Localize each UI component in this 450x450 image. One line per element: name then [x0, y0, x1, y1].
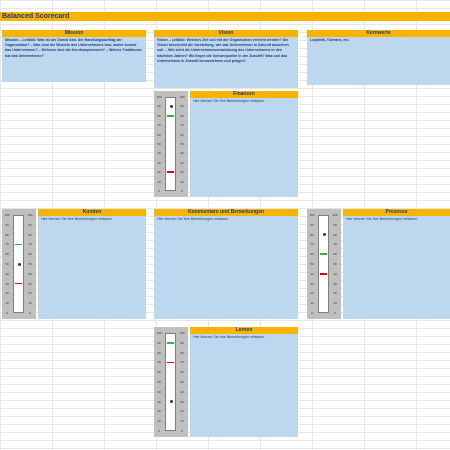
lernen-value-dot [170, 400, 173, 403]
kunden-scale-label: 80 [28, 232, 32, 237]
finanzen-title: Finanzen [190, 91, 298, 98]
finanzen-scale-label: 40 [180, 151, 184, 156]
finanzen-scale-label: 40 [157, 151, 161, 156]
prozesse-scale-label: 50 [333, 262, 337, 266]
lernen-title: Lernen [190, 327, 298, 334]
kunden-scale-label: 20 [28, 291, 32, 296]
finanzen-scale-label: 100 [156, 95, 162, 99]
kunden-scale-label: 50 [28, 262, 32, 266]
mission-title: Mission [2, 30, 146, 37]
lernen-scale-label: 100 [156, 331, 162, 335]
kunden-gauge [2, 209, 36, 319]
prozesse-gauge [307, 209, 341, 319]
vision-title: Vision [154, 30, 298, 37]
kommentare-text: Hier können Sie Ihre Bemerkungen erfassen. [157, 217, 229, 221]
finanzen-red-marker [167, 171, 174, 173]
kernwerte-card [307, 30, 450, 85]
prozesse-scale-label: 70 [310, 242, 314, 247]
finanzen-scale-label: 0 [181, 189, 183, 193]
prozesse-green-marker [320, 253, 327, 255]
finanzen-scale-label: 0 [158, 189, 160, 193]
kunden-scale-label: 70 [28, 242, 32, 247]
lernen-scale-label: 30 [157, 399, 161, 404]
finanzen-scale-label: 20 [180, 170, 184, 175]
prozesse-scale-label: 30 [333, 281, 337, 286]
kunden-scale-label: 80 [5, 232, 9, 237]
prozesse-scale-label: 40 [333, 271, 337, 276]
kunden-scale-label: 60 [28, 252, 32, 257]
finanzen-scale-label: 100 [179, 95, 185, 99]
finanzen-text: Hier können Sie Ihre Bemerkungen erfassen. [193, 99, 265, 103]
prozesse-scale-label: 30 [310, 281, 314, 286]
prozesse-text: Hier können Sie Ihre Bemerkungen erfassen. [346, 217, 418, 221]
finanzen-value-dot [170, 105, 173, 108]
lernen-text: Hier können Sie Ihre Bemerkungen erfassen. [193, 335, 265, 339]
prozesse-scale-label: 40 [310, 271, 314, 276]
kunden-red-marker [15, 283, 22, 285]
finanzen-card [190, 91, 298, 197]
prozesse-gauge-tube [318, 215, 329, 313]
vision-text: Vision – Leitbild: Welches Ziel soll mit der Organisation erreicht werden? Die Vision beschreibt die Vorstellung, wie das Unternehmen in Zukunft aussehen soll. – Wie sieht die Unternehmensentwicklung des Unternehmens in den nächsten Jahren? Wo liegen die Schwerpunkte in der Zukunft? Was soll das Unternehmen in Zukunft kennzeichnen und prägen? [157, 38, 289, 63]
finanzen-scale-label: 60 [157, 132, 161, 137]
prozesse-scale-label: 80 [333, 232, 337, 237]
prozesse-value-dot [323, 233, 326, 236]
prozesse-scale-label: 80 [310, 232, 314, 237]
finanzen-scale-label: 10 [157, 179, 161, 184]
kunden-scale-label: 0 [6, 311, 8, 315]
prozesse-scale-label: 10 [333, 301, 337, 306]
lernen-scale-label: 90 [157, 340, 161, 345]
kunden-scale-label: 100 [4, 213, 10, 217]
prozesse-scale-label: 20 [333, 291, 337, 296]
lernen-red-marker [167, 362, 174, 364]
prozesse-scale-label: 20 [310, 291, 314, 296]
finanzen-scale-label: 80 [157, 113, 161, 118]
prozesse-red-marker [320, 273, 327, 275]
page-title: Balanced Scorecard [0, 12, 450, 21]
lernen-scale-label: 50 [180, 380, 184, 384]
lernen-scale-label: 40 [180, 389, 184, 394]
prozesse-scale-label: 100 [332, 213, 338, 217]
finanzen-scale-label: 30 [180, 160, 184, 165]
prozesse-scale-label: 50 [310, 262, 314, 266]
lernen-scale-label: 80 [157, 350, 161, 355]
kunden-card [38, 209, 146, 319]
kunden-scale-label: 20 [5, 291, 9, 296]
lernen-scale-label: 80 [180, 350, 184, 355]
mission-card [2, 30, 146, 82]
prozesse-scale-label: 60 [310, 252, 314, 257]
lernen-scale-label: 90 [180, 340, 184, 345]
lernen-gauge-tube [165, 333, 176, 431]
kunden-scale-label: 90 [28, 222, 32, 227]
lernen-scale-label: 60 [157, 370, 161, 375]
kunden-scale-label: 50 [5, 262, 9, 266]
lernen-scale-label: 0 [181, 429, 183, 433]
lernen-scale-label: 0 [158, 429, 160, 433]
prozesse-scale-label: 100 [309, 213, 315, 217]
kommentare-card [154, 209, 298, 319]
finanzen-scale-label: 90 [157, 104, 161, 109]
lernen-scale-label: 10 [157, 419, 161, 424]
kunden-scale-label: 30 [5, 281, 9, 286]
kernwerte-text: Loyalität, Toleranz, etc. [310, 38, 350, 42]
kunden-scale-label: 100 [27, 213, 33, 217]
prozesse-scale-label: 0 [334, 311, 336, 315]
lernen-scale-label: 30 [180, 399, 184, 404]
finanzen-scale-label: 30 [157, 160, 161, 165]
prozesse-title: Prozesse [343, 209, 450, 216]
finanzen-scale-label: 60 [180, 132, 184, 137]
lernen-scale-label: 10 [180, 419, 184, 424]
lernen-scale-label: 50 [157, 380, 161, 384]
lernen-scale-label: 40 [157, 389, 161, 394]
prozesse-scale-label: 10 [310, 301, 314, 306]
finanzen-scale-label: 50 [180, 142, 184, 146]
kunden-scale-label: 40 [28, 271, 32, 276]
kunden-scale-label: 40 [5, 271, 9, 276]
prozesse-scale-label: 0 [311, 311, 313, 315]
lernen-scale-label: 60 [180, 370, 184, 375]
finanzen-scale-label: 70 [180, 123, 184, 128]
lernen-card [190, 327, 298, 437]
kunden-green-marker [15, 244, 22, 246]
prozesse-scale-label: 70 [333, 242, 337, 247]
prozesse-scale-label: 90 [310, 222, 314, 227]
mission-text: Mission – Leitbild: Was ist der Zweck bzw. der Handlungsauftrag der Organisation? – Was sind die Wurzeln des Unternehmens bzw. woher kommt das Unternehmen? – Welches sind die Kernkompetenzen? – Welche Traditionen hat das Unternehmen? [5, 38, 142, 58]
finanzen-scale-label: 20 [157, 170, 161, 175]
kommentare-title: Kommentare und Bemerkungen [154, 209, 298, 216]
prozesse-scale-label: 60 [333, 252, 337, 257]
finanzen-gauge-tube [165, 97, 176, 191]
lernen-scale-label: 20 [180, 409, 184, 414]
kunden-scale-label: 10 [28, 301, 32, 306]
kunden-value-dot [18, 263, 21, 266]
prozesse-card [343, 209, 450, 319]
finanzen-green-marker [167, 115, 174, 117]
kunden-scale-label: 0 [29, 311, 31, 315]
kunden-title: Kunden [38, 209, 146, 216]
finanzen-gauge [154, 91, 188, 197]
lernen-gauge [154, 327, 188, 437]
kunden-scale-label: 10 [5, 301, 9, 306]
lernen-scale-label: 20 [157, 409, 161, 414]
prozesse-scale-label: 90 [333, 222, 337, 227]
finanzen-scale-label: 90 [180, 104, 184, 109]
lernen-scale-label: 70 [157, 360, 161, 365]
finanzen-scale-label: 80 [180, 113, 184, 118]
kunden-scale-label: 70 [5, 242, 9, 247]
finanzen-scale-label: 70 [157, 123, 161, 128]
lernen-scale-label: 100 [179, 331, 185, 335]
kunden-scale-label: 60 [5, 252, 9, 257]
kunden-scale-label: 90 [5, 222, 9, 227]
lernen-green-marker [167, 342, 174, 344]
vision-card [154, 30, 298, 88]
kunden-text: Hier können Sie Ihre Bemerkungen erfassen. [41, 217, 113, 221]
finanzen-scale-label: 10 [180, 179, 184, 184]
kernwerte-title: Kernwerte [307, 30, 450, 37]
lernen-scale-label: 70 [180, 360, 184, 365]
finanzen-scale-label: 50 [157, 142, 161, 146]
kunden-scale-label: 30 [28, 281, 32, 286]
